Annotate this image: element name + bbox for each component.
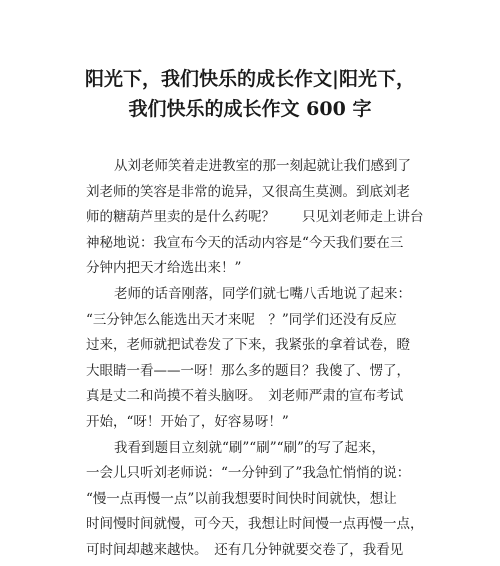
text-line: 时间慢时间就慢，可今天，我想让时间慢一点再慢一点， <box>86 516 424 533</box>
text-line: 分钟内把天才给选出来！” <box>86 260 242 277</box>
title-line-1: 阳光下，我们快乐的成长作文|阳光下， <box>85 68 415 90</box>
text-line: “三分钟怎么能选出天才来呢 ？”同学们还没有反应 <box>86 311 397 328</box>
text-line: 过来，老师就把试卷发了下来，我紧张的拿着试卷，瞪 <box>86 337 410 354</box>
text-line: 一会儿只听刘老师说：“一分钟到了”我急忙悄悄的说： <box>86 465 411 482</box>
text-line: 老师的话音刚落，同学们就七嘴八舌地说了起来： <box>114 285 411 302</box>
text-line: “慢一点再慢一点”以前我想要时间快时间就快，想让 <box>86 490 397 507</box>
document-title <box>40 64 460 124</box>
document-body <box>86 154 426 564</box>
text-line: 可时间却越来越快。 还有几分钟就要交卷了，我看见 <box>86 541 404 558</box>
text-line: 我看到题目立刻就“刷”“刷”“刷”的写了起来， <box>114 439 385 456</box>
text-line: 大眼睛一看——一呀！那么多的题目？我傻了、愣了， <box>86 362 410 379</box>
text-line: 真是丈二和尚摸不着头脑呀。 刘老师严肃的宣布考试 <box>86 388 404 405</box>
title-line-2: 我们快乐的成长作文 600 字 <box>128 98 372 120</box>
text-line: 师的糖葫芦里卖的是什么药呢？ 只见刘老师走上讲台 <box>86 209 424 226</box>
text-line: 开始，“呀！开始了，好容易呀！” <box>86 413 289 430</box>
text-line: 从刘老师笑着走进教室的那一刻起就让我们感到了 <box>114 158 411 174</box>
text-line: 刘老师的笑容是非常的诡异，又很高生莫测。到底刘老 <box>86 183 410 200</box>
text-line: 神秘地说：我宣布今天的活动内容是“今天我们要在三 <box>86 234 404 251</box>
